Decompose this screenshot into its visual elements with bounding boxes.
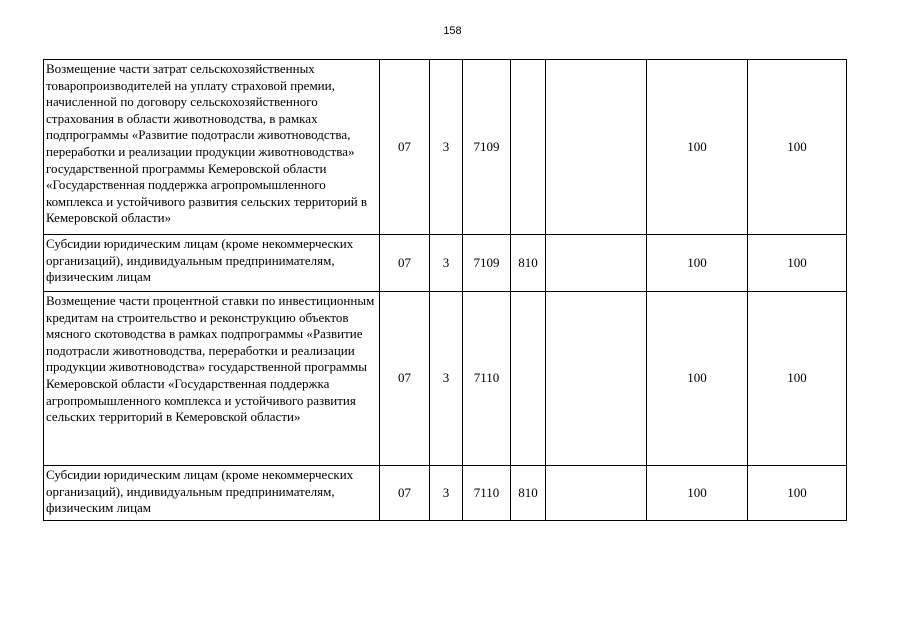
amount-cell-2: 100 — [647, 235, 748, 292]
expense-type-cell — [511, 292, 546, 466]
table-row — [44, 466, 847, 521]
amount-cell-3: 100 — [748, 292, 847, 466]
table-row — [44, 60, 847, 235]
amount-cell-3: 100 — [748, 60, 847, 235]
amount-cell-3: 100 — [748, 466, 847, 521]
target-article-cell: 7110 — [463, 292, 511, 466]
section-code-cell: 07 — [380, 60, 430, 235]
row-description: Возмещение части процентной ставки по инвестиционным кредитам на строительство и реконструкцию объектов мясного скотоводства в рамках подпрограммы «Развитие подотрасли животноводства, переработки и реализации продукции животноводства» государственной программы Кемеровской области «Государственная поддержка агропромышленного комплекса и устойчивого развития сельских территорий в Кемеровской области» — [44, 292, 380, 466]
amount-cell-1 — [546, 60, 647, 235]
expense-type-cell: 810 — [511, 466, 546, 521]
amount-cell-2: 100 — [647, 466, 748, 521]
amount-cell-1 — [546, 235, 647, 292]
amount-cell-2: 100 — [647, 60, 748, 235]
target-article-cell: 7110 — [463, 466, 511, 521]
expense-type-cell — [511, 60, 546, 235]
target-article-cell: 7109 — [463, 60, 511, 235]
expense-type-cell: 810 — [511, 235, 546, 292]
section-code-cell: 07 — [380, 235, 430, 292]
row-description: Возмещение части затрат сельскохозяйственных товаропроизводителей на уплату страховой премии, начисленной по договору сельскохозяйственного страхования в области животноводства, в рамках подпрограммы «Развитие подотрасли животноводства, переработки и реализации продукции животноводства» государственной программы Кемеровской области «Государственная поддержка агропромышленного комплекса и устойчивого развития сельских территорий в Кемеровской области» — [44, 60, 380, 235]
section-code-cell: 07 — [380, 466, 430, 521]
table-row — [44, 235, 847, 292]
amount-cell-1 — [546, 292, 647, 466]
target-article-cell: 7109 — [463, 235, 511, 292]
page-number: 158 — [443, 25, 462, 37]
section-code-cell: 07 — [380, 292, 430, 466]
amount-cell-3: 100 — [748, 235, 847, 292]
row-description: Субсидии юридическим лицам (кроме некоммерческих организаций), индивидуальным предпринимателям, физическим лицам — [44, 466, 380, 521]
subprogram-code-cell: 3 — [430, 292, 463, 466]
amount-cell-1 — [546, 466, 647, 521]
subprogram-code-cell: 3 — [430, 466, 463, 521]
budget-table — [43, 59, 847, 521]
table-row — [44, 292, 847, 466]
subprogram-code-cell: 3 — [430, 235, 463, 292]
row-description: Субсидии юридическим лицам (кроме некоммерческих организаций), индивидуальным предпринимателям, физическим лицам — [44, 235, 380, 292]
amount-cell-2: 100 — [647, 292, 748, 466]
subprogram-code-cell: 3 — [430, 60, 463, 235]
